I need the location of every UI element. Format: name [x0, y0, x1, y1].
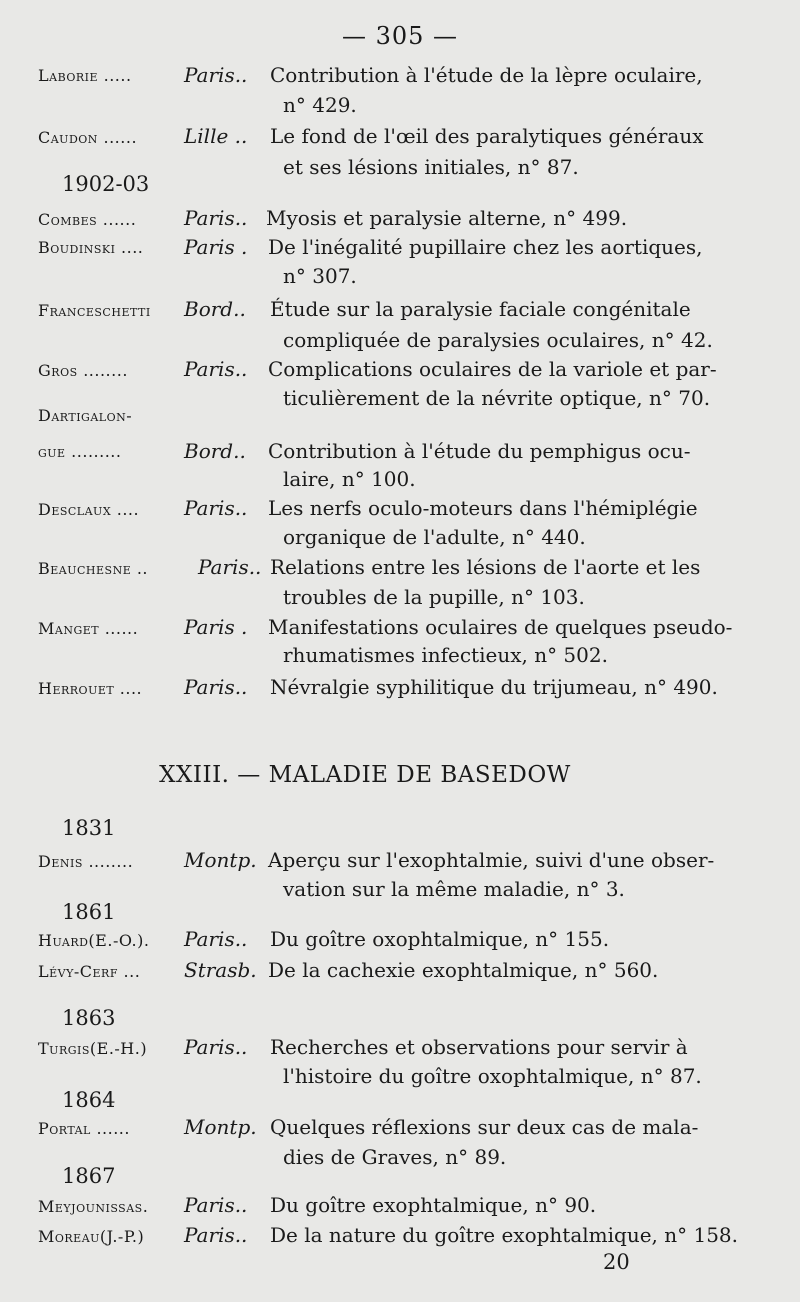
title-line: n° 429. — [283, 93, 357, 117]
title-line: troubles de la pupille, n° 103. — [283, 585, 585, 609]
title-line: Myosis et paralysie alterne, n° 499. — [266, 206, 628, 230]
title-line: Névralgie syphilitique du trijumeau, n° 490. — [270, 675, 718, 699]
author: Laborie ..... — [38, 66, 132, 85]
city: Bord.. — [184, 297, 246, 321]
sheet-number: 20 — [603, 1250, 630, 1274]
author: Gros ........ — [38, 361, 128, 380]
title-line: Du goître exophtalmique, n° 90. — [270, 1193, 597, 1217]
title-line: Recherches et observations pour servir à — [270, 1035, 688, 1059]
title-line: Étude sur la paralysie faciale congénitale — [270, 297, 691, 321]
city: Montp. — [184, 848, 257, 872]
city: Paris . — [184, 235, 248, 259]
author: Combes ...... — [38, 210, 137, 229]
year-label: 1902-03 — [62, 172, 150, 196]
author: Huard(E.-O.). — [38, 931, 150, 950]
title-line: De l'inégalité pupillaire chez les aortiques, — [268, 235, 703, 259]
title-line: Le fond de l'œil des paralytiques généraux — [270, 124, 704, 148]
title-line: Manifestations oculaires de quelques pseudo- — [268, 615, 733, 639]
city: Paris.. — [184, 675, 248, 699]
title-line: Quelques réflexions sur deux cas de mala- — [270, 1115, 699, 1139]
city: Bord.. — [184, 439, 246, 463]
author: Desclaux .... — [38, 500, 140, 519]
title-line: l'histoire du goître oxophtalmique, n° 87. — [283, 1064, 702, 1088]
title-line: compliquée de paralysies oculaires, n° 42. — [283, 328, 713, 352]
title-line: De la nature du goître exophtalmique, n° 158. — [270, 1223, 739, 1247]
title-line: Aperçu sur l'exophtalmie, suivi d'une obser- — [268, 848, 715, 872]
title-line: ticulièrement de la névrite optique, n° 70. — [283, 386, 711, 410]
author: Portal ...... — [38, 1119, 130, 1138]
section-heading: XXIII. — MALADIE DE BASEDOW — [159, 762, 571, 788]
author: Dartigalon- — [38, 406, 133, 425]
author: Denis ........ — [38, 852, 134, 871]
year-label: 1863 — [62, 1006, 116, 1030]
city: Paris.. — [184, 1193, 248, 1217]
title-line: et ses lésions initiales, n° 87. — [283, 155, 579, 179]
city: Paris.. — [184, 1223, 248, 1247]
city: Paris . — [184, 615, 248, 639]
page-number: — 305 — — [341, 22, 459, 50]
city: Paris.. — [184, 206, 248, 230]
author: Herrouet .... — [38, 679, 143, 698]
author: Lévy-Cerf ... — [38, 962, 141, 981]
author: Caudon ...... — [38, 128, 138, 147]
city: Paris.. — [184, 496, 248, 520]
year-label: 1864 — [62, 1088, 116, 1112]
title-line: rhumatismes infectieux, n° 502. — [283, 643, 608, 667]
author: Turgis(E.-H.) — [38, 1039, 148, 1058]
title-line: Du goître oxophtalmique, n° 155. — [270, 927, 610, 951]
author: Meyjounissas. — [38, 1197, 149, 1216]
title-line: organique de l'adulte, n° 440. — [283, 525, 586, 549]
author: gue ......... — [38, 442, 122, 461]
author: Moreau(J.-P.) — [38, 1227, 145, 1246]
author: Beauchesne .. — [38, 559, 148, 578]
city: Paris.. — [184, 63, 248, 87]
title-line: Contribution à l'étude du pemphigus ocu- — [268, 439, 691, 463]
title-line: Relations entre les lésions de l'aorte et les — [270, 555, 701, 579]
title-line: De la cachexie exophtalmique, n° 560. — [268, 958, 659, 982]
city: Strasb. — [184, 958, 257, 982]
city: Paris.. — [184, 357, 248, 381]
author: Boudinski .... — [38, 238, 144, 257]
year-label: 1867 — [62, 1164, 116, 1188]
title-line: vation sur la même maladie, n° 3. — [283, 877, 625, 901]
year-label: 1831 — [62, 816, 116, 840]
city: Montp. — [184, 1115, 257, 1139]
author: Franceschetti — [38, 301, 151, 320]
title-line: Contribution à l'étude de la lèpre oculaire, — [270, 63, 703, 87]
title-line: Complications oculaires de la variole et par- — [268, 357, 717, 381]
author: Manget ...... — [38, 619, 139, 638]
title-line: dies de Graves, n° 89. — [283, 1145, 507, 1169]
city: Paris.. — [184, 927, 248, 951]
title-line: laire, n° 100. — [283, 467, 416, 491]
title-line: n° 307. — [283, 264, 357, 288]
city: Paris.. — [184, 1035, 248, 1059]
city: Lille .. — [184, 124, 248, 148]
title-line: Les nerfs oculo-moteurs dans l'hémiplégie — [268, 496, 698, 520]
year-label: 1861 — [62, 900, 116, 924]
city: Paris.. — [198, 555, 262, 579]
